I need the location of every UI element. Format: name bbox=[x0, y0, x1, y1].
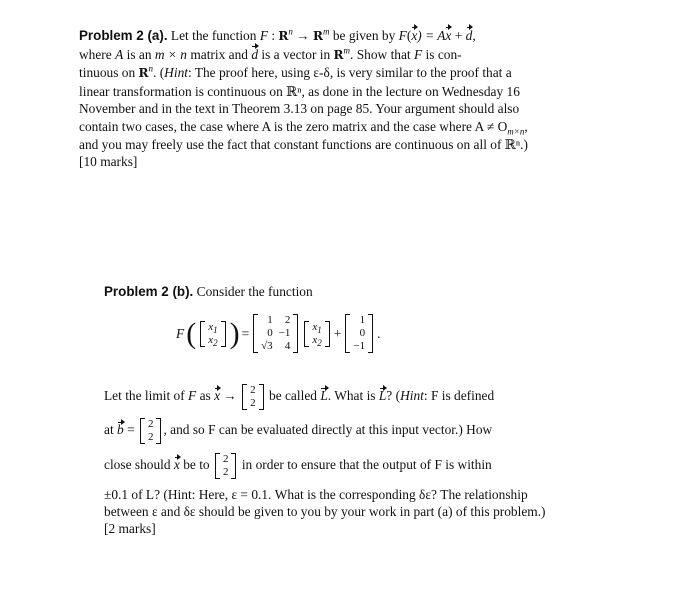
input-vector bbox=[200, 321, 225, 347]
limit-line: Let the limit of F as x → 2 2 be called L. What is L? (Hint: F is defined bbox=[104, 384, 495, 409]
vector-d: d bbox=[465, 28, 473, 43]
text: . Show that bbox=[350, 46, 414, 62]
function-equation bbox=[176, 314, 380, 353]
math: 2 bbox=[213, 337, 218, 348]
vector-entry: 0 bbox=[359, 327, 366, 339]
matrix-A bbox=[253, 314, 298, 353]
text: where bbox=[79, 46, 116, 62]
math: F bbox=[259, 28, 268, 43]
vector-L: L bbox=[378, 388, 387, 404]
text: : bbox=[268, 28, 279, 43]
text: + bbox=[451, 28, 466, 43]
text: be to bbox=[179, 457, 213, 473]
paren-close: ) bbox=[229, 316, 240, 350]
math: x bbox=[208, 333, 214, 346]
matrix-entry: −1 bbox=[278, 327, 291, 339]
math: m bbox=[322, 26, 330, 37]
math: F bbox=[414, 46, 423, 62]
math: m bbox=[343, 45, 351, 56]
math: x bbox=[312, 333, 318, 346]
math: 1 bbox=[317, 324, 322, 335]
plus: + bbox=[333, 325, 342, 341]
vector-entry: 2 bbox=[222, 466, 229, 478]
target-vector bbox=[242, 384, 264, 410]
text: at bbox=[104, 422, 118, 438]
matrix-entry: 1 bbox=[267, 314, 273, 326]
b-vector bbox=[140, 418, 162, 444]
text: is an bbox=[123, 46, 155, 62]
hint-label: Hint bbox=[400, 388, 424, 404]
target-vector-2 bbox=[215, 453, 237, 479]
text: : F is defined bbox=[423, 388, 495, 404]
text: in order to ensure that the output of F is within bbox=[238, 457, 492, 473]
vector-entry: 2 bbox=[147, 431, 154, 443]
math: n bbox=[288, 26, 293, 37]
text: be given by bbox=[329, 28, 399, 43]
math: R bbox=[138, 66, 149, 81]
final-paragraph: ±0.1 of L? (Hint: Here, ε = 0.1. What is the corresponding δε? The relationship between ε and δε should be given to you by your work in part (a) of this problem.) [2 marks] bbox=[104, 487, 546, 536]
equals: = bbox=[241, 325, 250, 341]
close-line bbox=[104, 453, 492, 479]
vector-d bbox=[345, 314, 373, 353]
vector-entry: 2 bbox=[250, 384, 256, 396]
text: is con- bbox=[422, 46, 462, 62]
problem-b-label: Problem 2 (b). bbox=[104, 284, 194, 299]
math: m×n bbox=[507, 126, 525, 137]
text: : The proof here, using ε-δ, is very similar to the proof bbox=[187, 65, 479, 81]
input-vector-2 bbox=[304, 321, 329, 347]
vector-L: L bbox=[320, 388, 328, 404]
text: be called bbox=[269, 388, 321, 404]
math: F bbox=[176, 325, 185, 341]
text: , bbox=[472, 28, 476, 43]
text: , and so F can be evaluated directly at this input vector.) How bbox=[163, 422, 493, 438]
vector-x: x bbox=[445, 28, 452, 43]
vector-d: d bbox=[251, 46, 259, 62]
paren-open: ( bbox=[186, 316, 197, 350]
vector-x: x bbox=[214, 388, 221, 404]
period: . bbox=[377, 325, 381, 341]
math: R bbox=[278, 29, 289, 43]
text: ? ( bbox=[386, 388, 401, 404]
math: n bbox=[148, 63, 154, 74]
math: 2 bbox=[317, 337, 322, 348]
vector-x: x bbox=[173, 457, 180, 473]
math: R bbox=[333, 47, 344, 62]
text: . What is bbox=[327, 388, 379, 404]
math: x bbox=[312, 320, 318, 333]
text: is a vector in bbox=[258, 46, 334, 62]
math: R bbox=[313, 29, 323, 43]
vector-entry: 2 bbox=[222, 453, 229, 465]
math: ) = A bbox=[417, 28, 446, 43]
math: F bbox=[188, 388, 197, 404]
problem-b-heading bbox=[104, 283, 544, 301]
text: . ( bbox=[153, 65, 165, 81]
vector-x: x bbox=[411, 28, 418, 43]
vector-entry: 2 bbox=[250, 397, 256, 409]
math: F bbox=[398, 28, 407, 43]
text: Consider the function bbox=[196, 284, 313, 299]
text: Let the limit of bbox=[104, 388, 189, 404]
matrix-entry: 4 bbox=[284, 340, 291, 352]
matrix-entry: 0 bbox=[267, 327, 273, 339]
vector-entry: 1 bbox=[359, 314, 366, 326]
vector-entry: −1 bbox=[353, 340, 366, 352]
matrix-entry: √3 bbox=[261, 340, 273, 352]
math: A bbox=[115, 46, 124, 62]
text: → bbox=[292, 28, 313, 43]
matrix-entry: 2 bbox=[284, 314, 291, 326]
text: , and you may freely use the fact that constant functions are continuous on all of ℝⁿ.) [10 marks] bbox=[79, 118, 528, 170]
vector-entry: 2 bbox=[147, 418, 154, 430]
math: x bbox=[208, 320, 214, 333]
math: m × n bbox=[154, 46, 187, 62]
math: 1 bbox=[213, 324, 218, 335]
text: as bbox=[196, 388, 215, 404]
hint-label: Hint bbox=[164, 65, 188, 81]
text: that a linear transformation is continuous on ℝⁿ, as done in the lecture on Wednesday 16 November and in the text in Theorem 3.13 on page 85. Your argument should also contain two cases, the case where A is the zero matrix and the case where A ≠ O bbox=[79, 65, 520, 134]
at-b-line: at b = 2 2 , and so F can be evaluated directly at this input vector.) How bbox=[104, 418, 493, 443]
problem-a-paragraph: Problem 2 (a). Let the function F : $R^n \to R^m$ be given by F(x) = Ax + d, where A is an m × n matrix and d is a vector in $R^m$. Show that F is con- tinuous on $R^n$. (Hint: The proof here, using ε-δ, is very similar to the proof that a linear transformation is continuous on ℝⁿ, as done in the lecture on Wednesday 16 November and in the text in Theorem 3.13 on page 85. Your argument should also contain two cases, the case where A is the zero matrix and the case where $A \ne O_{m\times n}$, and you may freely use the fact that constant functions are continuous on all of ℝⁿ.) [10 marks] bbox=[79, 26, 528, 170]
text: Let the function bbox=[170, 28, 257, 43]
vector-b: b bbox=[117, 422, 124, 438]
text: matrix and bbox=[186, 46, 252, 62]
text: tinuous on bbox=[79, 65, 139, 81]
text: close should bbox=[104, 457, 174, 473]
problem-a-label: Problem 2 (a). bbox=[79, 28, 168, 43]
